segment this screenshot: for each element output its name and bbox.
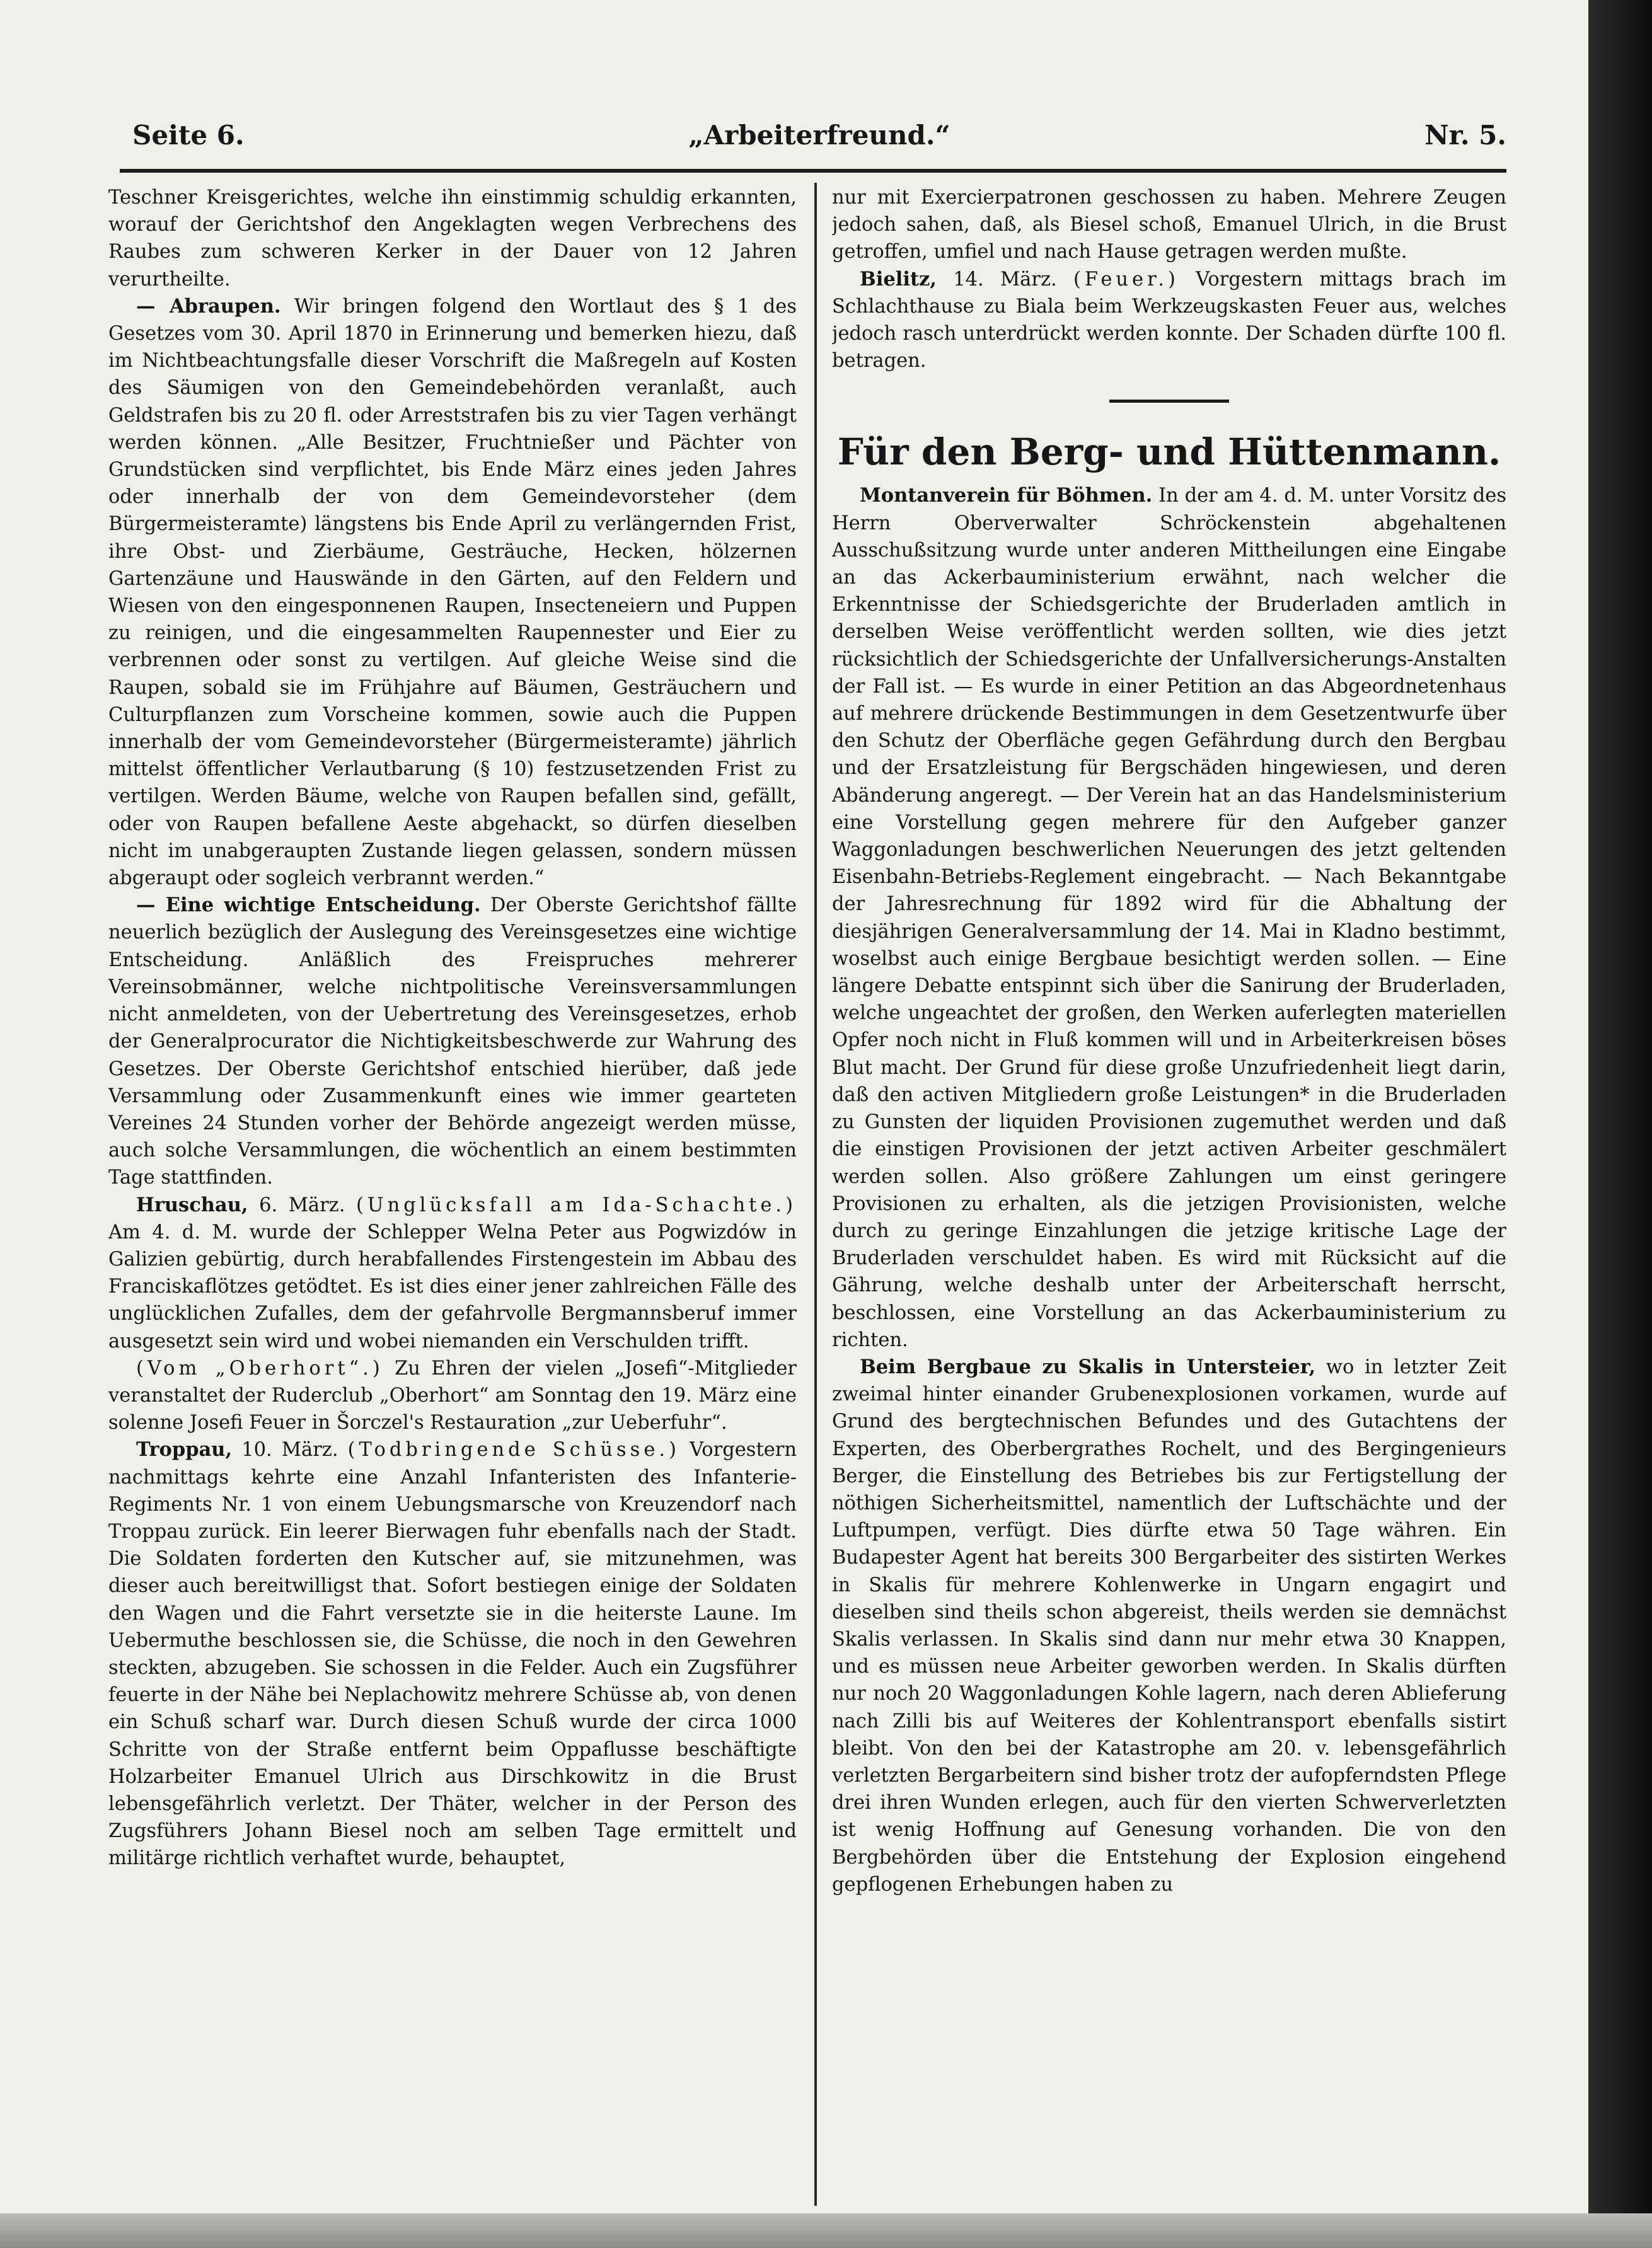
- article-continuation: nur mit Exercierpatronen geschossen zu haben. Mehrere Zeugen jedoch sahen, daß, als Biesel schoß, Emanuel Ulrich, in die Brust getroffen, umfiel und nach Hause getragen werden mußte.: [832, 187, 1506, 263]
- article-montanverein: [832, 482, 1506, 1354]
- article-entscheidung: [108, 892, 797, 1191]
- article-troppau: [108, 1436, 797, 1872]
- article-subtitle: (Todbringende Schüsse.): [347, 1439, 680, 1461]
- article-subtitle: (Unglücksfall am Ida-Schachte.): [355, 1194, 797, 1216]
- article-body: Vorgestern nachmittags kehrte eine Anzahl Infanteristen des Infanterie-Regiments Nr. 1 von einem Uebungsmarsche von Kreuzendorf nach Troppau zurück. Ein leerer Bierwagen fuhr ebenfalls nach der Stadt. Die Soldaten forderten den Kutscher auf, sie mitzunehmen, was dieser auch bereitwilligst that. Sofort bestiegen einige der Soldaten den Wagen und die Fahrt versetzte sie in die heiterste Laune. Im Uebermuthe beschlossen sie, die Schüsse, die noch in den Gewehren steckten, abzugeben. Sie schossen in die Felder. Auch ein Zugsführer feuerte in der Nähe bei Neplachowitz mehrere Schüsse ab, von denen ein Schuß scharf war. Durch diesen Schuß wurde der circa 1000 Schritte von der Straße entfernt beim Oppaflusse beschäftigte Holzarbeiter Emanuel Ulrich aus Dirschkowitz in die Brust lebensgefährlich verletzt. Der Thäter, welcher in der Person des Zugsführers Johann Biesel noch am selben Tage ermittelt und militärge richtlich verhaftet wurde, behauptet,: [108, 1439, 797, 1870]
- issue-number: Nr. 5.: [1424, 120, 1506, 151]
- article-heading: — Eine wichtige Entscheidung.: [136, 894, 481, 917]
- article-date: 14. März.: [936, 268, 1073, 291]
- article-body: Wir bringen folgend den Wortlaut des § 1 des Gesetzes vom 30. April 1870 in Erinnerung und bemerken hiezu, daß im Nichtbeachtungsfalle dieser Vorschrift die Maßregeln auf Kosten des Säumigen von den Gemeindebehörden veranlaßt, auch Geldstrafen bis zu 20 fl. oder Arreststrafen bis zu vier Tagen verhängt werden können. „Alle Besitzer, Fruchtnießer und Pächter von Grundstücken sind verpflichtet, bis Ende März eines jeden Jahres oder innerhalb der von dem Gemeindevorsteher (dem Bürgermeisteramte) längstens bis Ende April zu verlängernden Frist, ihre Obst- und Zierbäume, Gesträuche, Hecken, hölzernen Gartenzäune und Hauswände in den Gärten, auf den Feldern und Wiesen von den eingesponnenen Raupen, Insecteneiern und Puppen zu reinigen, und die eingesammelten Raupennester und Eier zu verbrennen oder sonst zu vertilgen. Auf gleiche Weise sind die Raupen, sobald sie im Frühjahre auf Bäumen, Gesträuchern und Culturpflanzen zum Vorscheine kommen, sowie auch die Puppen innerhalb der vom Gemeindevorsteher (Bürgermeisteramte) jährlich mittelst öffentlicher Verlautbarung (§ 10) festzusetzenden Frist zu vertilgen. Werden Bäume, welche von Raupen befallen sind, gefällt, oder von Raupen befallene Aeste abgehackt, so dürfen dieselben nicht im unabgeraupten Zustande liegen gelassen, sondern müssen abgeraupt oder sogleich verbrannt werden.“: [108, 295, 797, 890]
- article-body: Der Oberste Gerichtshof fällte neuerlich bezüglich der Auslegung des Vereinsgesetzes eine wichtige Entscheidung. Anläßlich des Freispruches mehrerer Vereinsobmänner, welche nichtpolitische Vereinsversammlungen nicht anmeldeten, von der Uebertretung des Vereinsgesetzes, erhob der Generalprocurator die Nichtigkeitsbeschwerde zur Wahrung des Gesetzes. Der Oberste Gerichtshof entschied hierüber, daß jede Versammlung oder Zusammenkunft eines wie immer gearteten Vereines 24 Stunden vorher der Behörde angezeigt werden müsse, auch solche Versammlungen, die wöchentlich an einem bestimmten Tage stattfinden.: [108, 894, 797, 1189]
- scan-border-bottom: [0, 2213, 1652, 2248]
- article-bielitz: [832, 266, 1506, 375]
- article-date: 6. März.: [248, 1194, 356, 1216]
- article-body: Am 4. d. M. wurde der Schlepper Welna Peter aus Pogwizdów in Galizien gebürtig, durch herabfallendes Firstengestein im Abbau des Franciskaflötzes getödtet. Es ist dies einer jener zahlreichen Fälle des unglücklichen Zufalles, dem der gefahrvolle Bergmannsberuf immer ausgesetzt sein wird und wobei niemanden ein Verschulden trifft.: [108, 1221, 797, 1352]
- article-date: 10. März.: [232, 1439, 348, 1461]
- article-heading: Hruschau,: [136, 1193, 248, 1216]
- article-subtitle: (Feuer.): [1073, 268, 1179, 291]
- article-oberhort: [108, 1355, 797, 1437]
- scan-border-right: [1588, 0, 1652, 2248]
- article-heading: Montanverein für Böhmen.: [860, 484, 1153, 507]
- article-hruschau: [108, 1192, 797, 1355]
- article-heading: Bielitz,: [860, 267, 937, 291]
- left-column: [108, 184, 797, 2207]
- page-header: [132, 120, 1506, 164]
- article-continuation: Teschner Kreisgerichtes, welche ihn einstimmig schuldig erkannten, worauf der Gerichtshof den Angeklagten wegen Verbrechens des Raubes zum schweren Kerker in der Dauer von 12 Jahren verurtheilte.: [108, 187, 797, 291]
- article-body: Vorgestern mittags brach im Schlachthause zu Biala beim Werkzeugskasten Feuer aus, welches jedoch rasch unterdrückt werden konnte. Der Schaden dürfte 100 fl. betragen.: [832, 268, 1506, 372]
- article-abraupen: [108, 293, 797, 892]
- page-number: Seite 6.: [132, 120, 245, 151]
- article-body: wo in letzter Zeit zweimal hinter einander Grubenexplosionen vorkamen, wurde auf Grund des bergtechnischen Befundes und des Gutachtens der Experten, des Oberbergrathes Rochelt, und des Bergingenieurs Berger, die Einstellung des Betriebes bis zur Fertigstellung der nöthigen Sicherheitsmittel, namentlich der Luftschächte und der Luftpumpen, verfügt. Dies dürfte etwa 50 Tage währen. Ein Budapester Agent hat bereits 300 Bergarbeiter des sistirten Werkes in Skalis für mehrere Kohlenwerke in Ungarn engagirt und dieselben sind theils schon abgereist, theils werden sie demnächst Skalis verlassen. In Skalis sind dann nur mehr etwa 30 Knappen, und es müssen neue Arbeiter geworben werden. In Skalis dürften nur noch 20 Waggonladungen Kohle lagern, nach deren Ablieferung nach Zilli bis auf Weiteres der Kohlentransport ebenfalls sistirt bleibt. Von den bei der Katastrophe am 20. v. lebensgefährlich verletzten Bergarbeitern sind bisher trotz der aufopferndsten Pflege drei ihren Wunden erlegen, auch für den vierten Schwerverletzten ist wenig Hoffnung auf Genesung vorhanden. Die von den Bergbehörden über die Entstehung der Explosion eingehend gepflogenen Erhebungen haben zu: [832, 1356, 1506, 1896]
- article-heading: — Abraupen.: [136, 294, 281, 318]
- article-body: Zu Ehren der vielen „Josefi“-Mitglieder veranstaltet der Ruderclub „Oberhort“ am Sonntag den 19. März eine solenne Josefi Feuer in Šorczel's Restauration „zur Ueberfuhr“.: [108, 1357, 797, 1434]
- header-rule: [120, 169, 1506, 173]
- section-divider: [1109, 400, 1229, 403]
- article-subtitle: (Vom „Oberhort“.): [136, 1357, 384, 1380]
- column-separator: [814, 183, 817, 2206]
- right-column: [832, 184, 1506, 2207]
- section-title: Für den Berg- und Hüttenmann.: [837, 430, 1501, 474]
- newspaper-title: „Arbeiterfreund.“: [688, 120, 950, 151]
- article-body: In der am 4. d. M. unter Vorsitz des Herrn Oberverwalter Schröckenstein abgehaltenen Ausschußsitzung wurde unter anderen Mittheilungen eine Eingabe an das Ackerbauministerium erwähnt, nach welcher die Erkenntnisse der Schiedsgerichte der Bruderladen amtlich in derselben Weise veröffentlicht werden sollten, wie dies jetzt rücksichtlich der Schiedsgerichte der Unfallversicherungs-Anstalten der Fall ist. — Es wurde in einer Petition an das Abgeordnetenhaus auf mehrere drückende Bestimmungen in dem Gesetzentwurfe über den Schutz der Oberfläche gegen Gefährdung durch den Bergbau und der Ersatzleistung für Bergschäden hingewiesen, und deren Abänderung angeregt. — Der Verein hat an das Handelsministerium eine Vorstellung gegen mehrere für den Aufgeber ganzer Waggonladungen beschwerlichen Neuerungen des jetzt geltenden Eisenbahn-Betriebs-Reglement eingebracht. — Nach Bekanntgabe der Jahresrechnung für 1892 wird für die Abhaltung der diesjährigen Generalversammlung der 14. Mai in Kladno bestimmt, woselbst auch einige Bergbaue besichtigt werden sollen. — Eine längere Debatte entspinnt sich über die Sanirung der Bruderladen, welche ungeachtet der großen, den Werken auferlegten materiellen Opfer noch nicht in Fluß kommen will und in Arbeiterkreisen böses Blut macht. Der Grund für diese große Unzufriedenheit liegt darin, daß den activen Mitgliedern große Leistungen* in die Bruderladen zu Gunsten der liquiden Provisionen zugemuthet werden und daß die einstigen Provisionen der jetzt activen Arbeiter geschmälert werden sollen. Also größere Zahlungen um einst geringere Provisionen zu erhalten, als die jetzigen Provisionisten, welche durch zu geringe Einzahlungen die jetzige kritische Lage der Bruderladen verschuldet haben. Es wird mit Rücksicht auf die Gährung, welche deshalb unter der Arbeiterschaft herrscht, beschlossen, eine Vorstellung an das Ackerbauministerium zu richten.: [832, 485, 1506, 1351]
- article-heading: Troppau,: [136, 1438, 233, 1461]
- article-skalis: [832, 1354, 1506, 1898]
- article-heading: Beim Bergbaue zu Skalis in Untersteier,: [860, 1355, 1316, 1378]
